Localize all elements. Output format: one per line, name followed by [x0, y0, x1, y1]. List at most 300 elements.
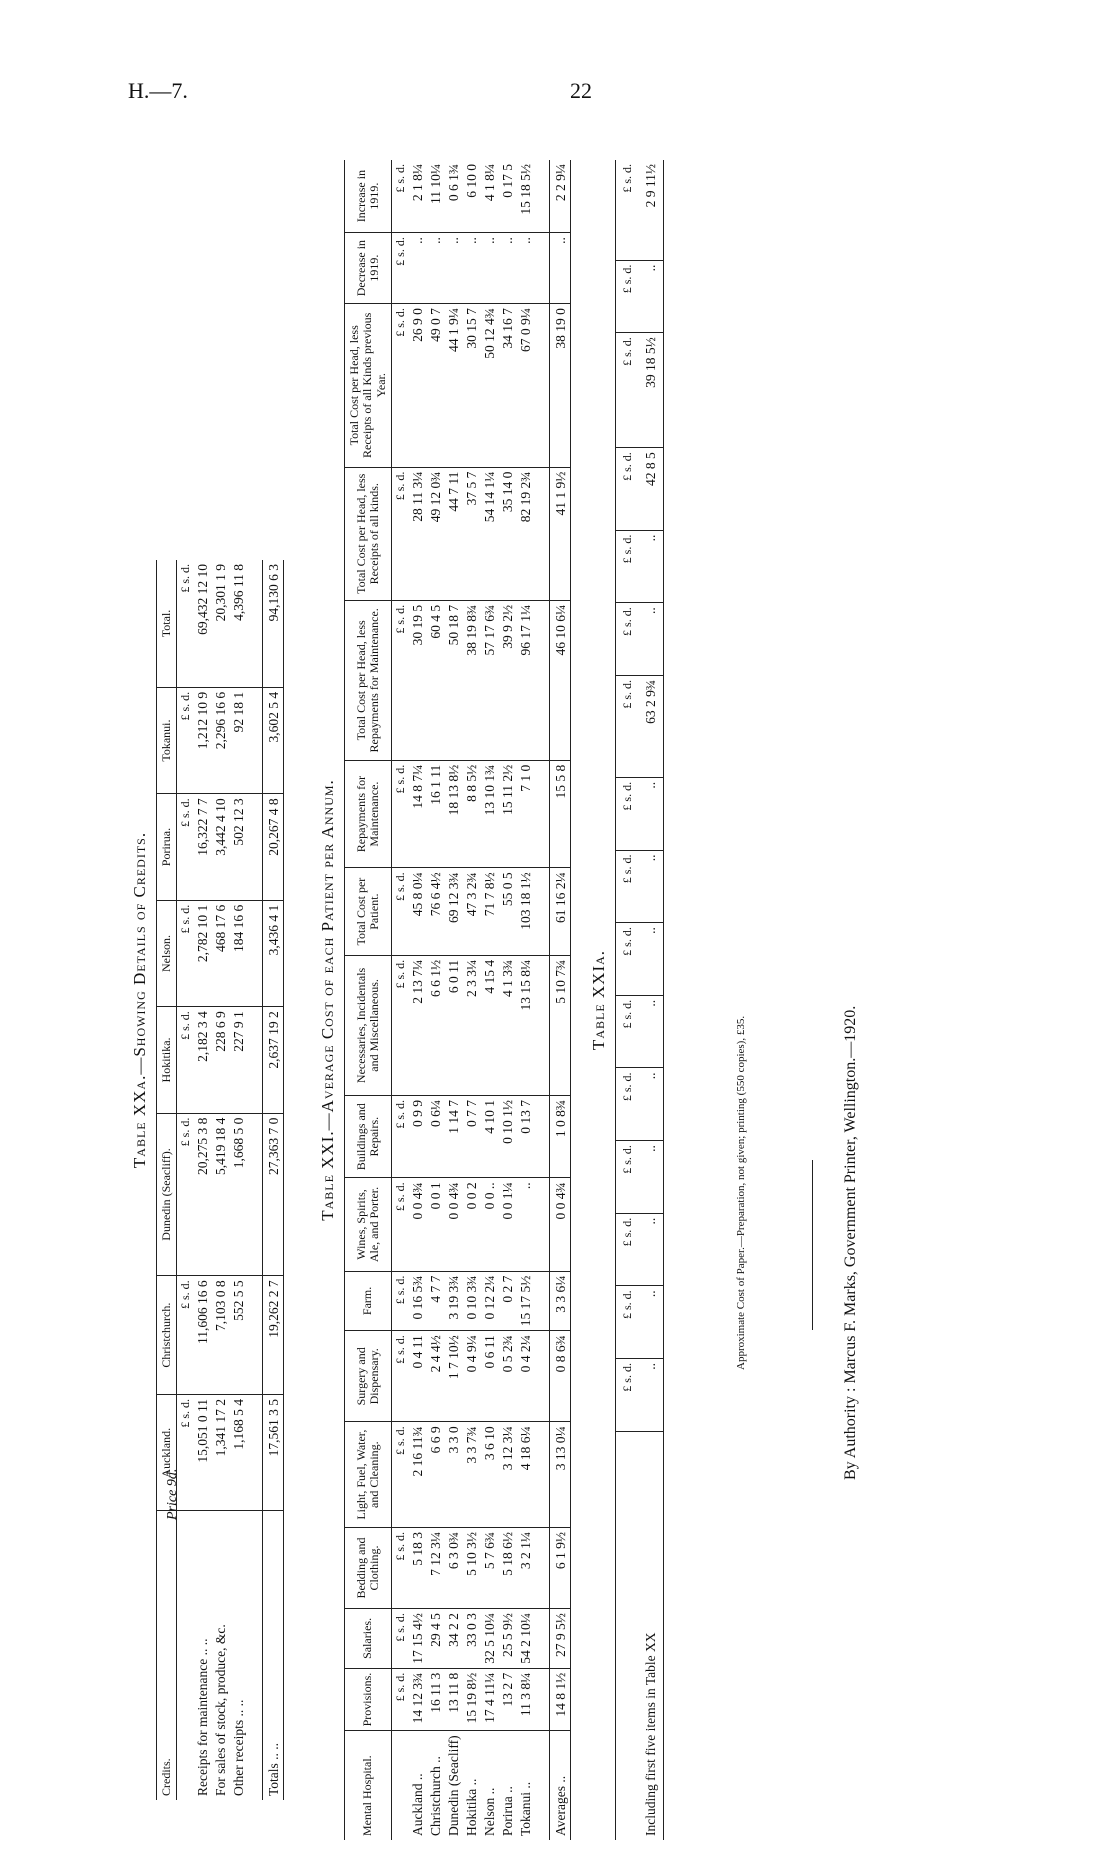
value-cell: .. [517, 1178, 535, 1271]
units-row [177, 560, 195, 1800]
value-cell: 76 6 4½ [427, 868, 445, 955]
spacer-cell [535, 760, 550, 868]
value-cell: 0 4 2¼ [517, 1331, 535, 1422]
spacer-cell [535, 600, 550, 760]
column-header: Farm. [345, 1271, 392, 1331]
value-cell: 0 6 1¾ [445, 160, 463, 233]
value-cell: 13 10 1¾ [481, 760, 499, 868]
value-cell: 2 4 4½ [427, 1331, 445, 1422]
row-label: Porirua .. [499, 1786, 515, 1836]
value-cell: 2 3 3¼ [463, 955, 481, 1095]
value-cell: 552 5 5 [230, 1276, 248, 1395]
value-cell: .. [639, 1141, 664, 1214]
column-header: Salaries. [345, 1609, 392, 1669]
value-cell: 50 18 7 [445, 600, 463, 760]
value-cell: .. [481, 233, 499, 304]
value-cell: 4 10 1 [481, 1095, 499, 1177]
units-cell [615, 1431, 639, 1840]
column-header: Mental Hospital. [345, 1731, 392, 1840]
value-cell: 16 11 3 [427, 1668, 445, 1731]
value-cell: 6 10 0 [463, 160, 481, 233]
value-cell: 2 9 11½ [639, 160, 664, 260]
value-cell: 4 15 4 [481, 955, 499, 1095]
units-cell: £ s. d. [177, 1113, 195, 1276]
units-cell: £ s. d. [391, 600, 409, 760]
spacer-cell [535, 955, 550, 1095]
value-cell: 2 2 9¼ [549, 160, 570, 233]
units-cell: £ s. d. [177, 1007, 195, 1113]
value-cell: 44 7 11 [445, 467, 463, 600]
column-header: Tokanui. [157, 687, 177, 793]
value-cell: 13 2 7 [499, 1668, 517, 1731]
value-cell: 4 7 7 [427, 1271, 445, 1331]
value-cell: 69,432 12 10 [194, 560, 212, 687]
value-cell: 18 13 8½ [445, 760, 463, 868]
value-cell: 57 17 6¾ [481, 600, 499, 760]
value-cell: .. [639, 923, 664, 996]
column-header: Total Cost per Head, less Repayments for Maintenance. [345, 600, 392, 760]
table-xxi-title: Table XXI.—Average Cost of each Patient per Annum. [318, 779, 338, 1221]
value-cell: .. [499, 233, 517, 304]
column-header: Decrease in 1919. [345, 233, 392, 304]
value-cell: 37 5 7 [463, 467, 481, 600]
rotated-tables-area [120, 160, 1000, 1840]
value-cell: 17 15 4½ [409, 1609, 427, 1669]
value-cell: 54 2 10¼ [517, 1609, 535, 1669]
units-cell: £ s. d. [391, 160, 409, 233]
spacer-cell [248, 1511, 263, 1800]
value-cell: 468 17 6 [212, 900, 230, 1006]
units-cell: £ s. d. [615, 333, 639, 448]
table-row [212, 560, 230, 1800]
value-cell: 49 12 0¾ [427, 467, 445, 600]
page-number: 22 [570, 78, 592, 103]
value-cell: 6 6 1½ [427, 955, 445, 1095]
spacer-cell [248, 1113, 263, 1276]
value-cell: 14 8 7¼ [409, 760, 427, 868]
spacer-row [248, 560, 263, 1800]
spacer-row [535, 160, 550, 1840]
value-cell: 3 12 3¼ [499, 1422, 517, 1528]
units-cell: £ s. d. [615, 1068, 639, 1141]
units-cell: £ s. d. [615, 160, 639, 260]
spacer-cell [248, 560, 263, 687]
value-cell: 39 18 5½ [639, 333, 664, 448]
column-header: Credits. [157, 1511, 177, 1800]
value-cell: 3 2 1¼ [517, 1527, 535, 1608]
value-cell: 7 1 0 [517, 760, 535, 868]
value-cell: 0 8 6¾ [549, 1331, 570, 1422]
row-label: Hokitika .. [463, 1778, 479, 1836]
table-row [499, 160, 517, 1840]
value-cell: 5 10 7¾ [549, 955, 570, 1095]
value-cell: 17,561 3 5 [263, 1395, 284, 1511]
value-cell: 34 2 2 [445, 1609, 463, 1669]
value-cell: 50 12 4¾ [481, 304, 499, 467]
value-cell: .. [639, 777, 664, 850]
spacer-cell [535, 304, 550, 467]
value-cell: 0 9 9 [409, 1095, 427, 1177]
value-cell: 13 11 8 [445, 1668, 463, 1731]
value-cell: 11,606 16 6 [194, 1276, 212, 1395]
value-cell: 4 1 8¼ [481, 160, 499, 233]
column-header: Total. [157, 560, 177, 687]
credits-table [156, 560, 284, 1800]
units-cell: £ s. d. [615, 603, 639, 676]
spacer-cell [535, 233, 550, 304]
value-cell: 71 7 8½ [481, 868, 499, 955]
value-cell: .. [639, 260, 664, 333]
value-cell: .. [463, 233, 481, 304]
value-cell: 55 0 5 [499, 868, 517, 955]
value-cell: 0 7 7 [463, 1095, 481, 1177]
value-cell: 4 1 3¾ [499, 955, 517, 1095]
value-cell: 47 3 2¾ [463, 868, 481, 955]
row-label: For sales of stock, produce, &c. [213, 1624, 229, 1796]
spacer-cell [248, 1276, 263, 1395]
units-cell: £ s. d. [615, 675, 639, 777]
value-cell: 69 12 3¾ [445, 868, 463, 955]
value-cell: 3,436 4 1 [263, 900, 284, 1006]
units-cell: £ s. d. [391, 1331, 409, 1422]
value-cell: 0 12 2¼ [481, 1271, 499, 1331]
spacer-cell [248, 1395, 263, 1511]
spacer-cell [535, 1731, 550, 1840]
value-cell: 0 13 7 [517, 1095, 535, 1177]
units-cell: £ s. d. [391, 1271, 409, 1331]
value-cell: 502 12 3 [230, 794, 248, 900]
row-label: Including first five items in Table XX [642, 1632, 658, 1836]
spacer-cell [535, 1178, 550, 1271]
column-header: Total Cost per Head, less Receipts of all Kinds previous Year. [345, 304, 392, 467]
units-cell: £ s. d. [391, 233, 409, 304]
units-cell [177, 1511, 195, 1800]
value-cell: 34 16 7 [499, 304, 517, 467]
value-cell: 3 6 10 [481, 1422, 499, 1528]
table-xxa-title: Table XXa.—Showing Details of Credits. [130, 831, 149, 1169]
units-cell: £ s. d. [391, 868, 409, 955]
units-cell: £ s. d. [177, 687, 195, 793]
totals-row [263, 560, 284, 1800]
value-cell: 44 1 9¼ [445, 304, 463, 467]
value-cell: .. [639, 1213, 664, 1286]
divider [812, 1160, 813, 1330]
row-label: Receipts for maintenance .. .. [195, 1638, 211, 1796]
value-cell: 11 10¼ [427, 160, 445, 233]
spacer-cell [535, 1422, 550, 1528]
value-cell: 0 10 1½ [499, 1095, 517, 1177]
value-cell: 33 0 3 [463, 1609, 481, 1669]
spacer-cell [535, 1095, 550, 1177]
value-cell: 0 0 .. [481, 1178, 499, 1271]
value-cell: 41 1 9½ [549, 467, 570, 600]
value-cell: 1,168 5 4 [230, 1395, 248, 1511]
value-cell: 20,275 3 8 [194, 1113, 212, 1276]
value-cell: 14 12 3¾ [409, 1668, 427, 1731]
cost-of-paper-note: Approximate Cost of Paper.—Preparation, not given; printing (550 copies), £35. [735, 1015, 747, 1370]
value-cell: 27,363 7 0 [263, 1113, 284, 1276]
value-cell: 2 1 8¼ [409, 160, 427, 233]
units-cell: £ s. d. [615, 777, 639, 850]
value-cell: 63 2 9¾ [639, 675, 664, 777]
column-header: Bedding and Clothing. [345, 1527, 392, 1608]
value-cell: 67 0 9¼ [517, 304, 535, 467]
value-cell: 2 16 11¾ [409, 1422, 427, 1528]
value-cell: 60 4 5 [427, 600, 445, 760]
units-cell: £ s. d. [615, 850, 639, 923]
column-header: Provisions. [345, 1668, 392, 1731]
value-cell: 0 4 9¼ [463, 1331, 481, 1422]
row-label: Christchurch .. [427, 1756, 443, 1836]
value-cell: 1 7 10½ [445, 1331, 463, 1422]
average-cost-header-row [345, 160, 392, 1840]
value-cell: 103 18 1½ [517, 868, 535, 955]
value-cell: 61 16 2¼ [549, 868, 570, 955]
table-row [194, 560, 212, 1800]
value-cell: 38 19 8¾ [463, 600, 481, 760]
value-cell: 3 19 3¾ [445, 1271, 463, 1331]
value-cell: 0 0 4¾ [445, 1178, 463, 1271]
value-cell: 0 0 4¾ [409, 1178, 427, 1271]
value-cell: 15 19 8½ [463, 1668, 481, 1731]
value-cell: 11 3 8¼ [517, 1668, 535, 1731]
average-cost-table [344, 160, 571, 1840]
row-label: Totals .. .. [263, 1511, 284, 1800]
row-label: Auckland .. [409, 1773, 425, 1836]
table-xxia-title: Table XXIa. [588, 949, 608, 1051]
value-cell: 2,782 10 1 [194, 900, 212, 1006]
value-cell: 0 16 5¾ [409, 1271, 427, 1331]
value-cell: 25 5 9½ [499, 1609, 517, 1669]
value-cell: 14 8 1½ [549, 1668, 570, 1731]
credits-header-row [157, 560, 177, 1800]
value-cell: 3 3 7¾ [463, 1422, 481, 1528]
units-cell: £ s. d. [615, 1286, 639, 1359]
value-cell: 0 6¼ [427, 1095, 445, 1177]
column-header: Repayments for Maintenance. [345, 760, 392, 868]
units-cell: £ s. d. [615, 448, 639, 530]
value-cell: 15 17 5½ [517, 1271, 535, 1331]
table-xxia-body [615, 160, 663, 1840]
value-cell: 46 10 6¼ [549, 600, 570, 760]
value-cell: 0 0 1¼ [499, 1178, 517, 1271]
value-cell: 4 18 6¼ [517, 1422, 535, 1528]
value-cell: 5 10 3½ [463, 1527, 481, 1608]
value-cell: 30 15 7 [463, 304, 481, 467]
units-cell: £ s. d. [391, 1527, 409, 1608]
value-cell: 1,212 10 9 [194, 687, 212, 793]
units-cell: £ s. d. [615, 1141, 639, 1214]
average-cost-body [391, 160, 570, 1840]
value-cell: 26 9 0 [409, 304, 427, 467]
spacer-cell [248, 900, 263, 1006]
units-cell: £ s. d. [391, 304, 409, 467]
column-header: Buildings and Repairs. [345, 1095, 392, 1177]
column-header: Total Cost per Head, less Receipts of all kinds. [345, 467, 392, 600]
value-cell: 20,267 4 8 [263, 794, 284, 900]
spacer-cell [535, 1609, 550, 1669]
value-cell: 4,396 11 8 [230, 560, 248, 687]
column-header: Necessaries, Incidentals and Miscellaneous. [345, 955, 392, 1095]
value-cell: 7 12 3¼ [427, 1527, 445, 1608]
authority-imprint: By Authority : Marcus F. Marks, Government Printer, Wellington.—1920. [842, 1005, 859, 1480]
value-cell: .. [639, 1359, 664, 1432]
table-row [445, 160, 463, 1840]
value-cell: 45 8 0¼ [409, 868, 427, 955]
value-cell: 1 0 8¾ [549, 1095, 570, 1177]
value-cell: 6 0 11 [445, 955, 463, 1095]
table-xxia [615, 160, 664, 1840]
units-cell: £ s. d. [177, 560, 195, 687]
value-cell: 38 19 0 [549, 304, 570, 467]
value-cell: 15 11 2½ [499, 760, 517, 868]
spacer-cell [535, 160, 550, 233]
value-cell: 82 19 2¾ [517, 467, 535, 600]
value-cell: 3 3 0 [445, 1422, 463, 1528]
units-cell: £ s. d. [391, 760, 409, 868]
value-cell: 15 18 5½ [517, 160, 535, 233]
table-row [481, 160, 499, 1840]
units-cell: £ s. d. [615, 260, 639, 333]
value-cell: .. [639, 1286, 664, 1359]
column-header: Increase in 1919. [345, 160, 392, 233]
spacer-cell [535, 1271, 550, 1331]
units-cell [391, 1731, 409, 1840]
table-row [230, 560, 248, 1800]
column-header: Light, Fuel, Water, and Cleaning. [345, 1422, 392, 1528]
units-cell: £ s. d. [615, 995, 639, 1068]
value-cell: 20,301 1 9 [212, 560, 230, 687]
spacer-cell [535, 1527, 550, 1608]
value-cell: 3 3 6¼ [549, 1271, 570, 1331]
value-cell: 5,419 18 4 [212, 1113, 230, 1276]
value-cell: 17 4 11¼ [481, 1668, 499, 1731]
row-label: Dunedin (Seacliff) [445, 1735, 461, 1836]
value-cell: 15 5 8 [549, 760, 570, 868]
spacer-cell [535, 868, 550, 955]
row-label: Nelson .. [481, 1787, 497, 1836]
units-cell: £ s. d. [177, 794, 195, 900]
value-cell: .. [639, 1068, 664, 1141]
value-cell: 7,103 0 8 [212, 1276, 230, 1395]
value-cell: 6 3 0¾ [445, 1527, 463, 1608]
value-cell: 0 2 7 [499, 1271, 517, 1331]
value-cell: .. [549, 233, 570, 304]
row-label: Averages .. [549, 1731, 570, 1840]
units-row [391, 160, 409, 1840]
value-cell: 227 9 1 [230, 1007, 248, 1113]
units-cell: £ s. d. [615, 530, 639, 603]
value-cell: 29 4 5 [427, 1609, 445, 1669]
value-cell: 3,442 4 10 [212, 794, 230, 900]
value-cell: 49 0 7 [427, 304, 445, 467]
value-cell: 1,668 5 0 [230, 1113, 248, 1276]
value-cell: .. [409, 233, 427, 304]
units-cell: £ s. d. [391, 955, 409, 1095]
units-cell: £ s. d. [391, 1668, 409, 1731]
value-cell: 0 4 11 [409, 1331, 427, 1422]
price-note: Price 9d. [165, 1468, 180, 1520]
value-cell: 6 1 9½ [549, 1527, 570, 1608]
value-cell: .. [517, 233, 535, 304]
value-cell: 0 0 2 [463, 1178, 481, 1271]
value-cell: 42 8 5 [639, 448, 664, 530]
units-cell: £ s. d. [391, 467, 409, 600]
value-cell: 0 0 4¾ [549, 1178, 570, 1271]
value-cell: 3 13 0¼ [549, 1422, 570, 1528]
value-cell: .. [427, 233, 445, 304]
value-cell: 35 14 0 [499, 467, 517, 600]
column-header: Auckland. [157, 1395, 177, 1511]
column-header: Nelson. [157, 900, 177, 1006]
value-cell: 0 5 2¾ [499, 1331, 517, 1422]
column-header: Christchurch. [157, 1276, 177, 1395]
value-cell: 2,182 3 4 [194, 1007, 212, 1113]
units-cell: £ s. d. [177, 1395, 195, 1511]
averages-row [549, 160, 570, 1840]
spacer-cell [535, 1331, 550, 1422]
value-cell: 54 14 1¼ [481, 467, 499, 600]
units-row [615, 160, 639, 1840]
table-row [517, 160, 535, 1840]
units-cell: £ s. d. [615, 923, 639, 996]
table-row [463, 160, 481, 1840]
credits-body [177, 560, 284, 1800]
value-cell: 39 9 2½ [499, 600, 517, 760]
value-cell: 3,602 5 4 [263, 687, 284, 793]
value-cell: 0 0 1 [427, 1178, 445, 1271]
value-cell: 16,322 7 7 [194, 794, 212, 900]
value-cell: .. [445, 233, 463, 304]
units-cell: £ s. d. [391, 1609, 409, 1669]
value-cell: 94,130 6 3 [263, 560, 284, 687]
spacer-cell [248, 794, 263, 900]
value-cell: 16 1 11 [427, 760, 445, 868]
spacer-cell [535, 467, 550, 600]
spacer-cell [535, 1668, 550, 1731]
units-cell: £ s. d. [391, 1178, 409, 1271]
table-row [427, 160, 445, 1840]
value-cell: .. [639, 603, 664, 676]
value-cell: 5 7 6¾ [481, 1527, 499, 1608]
table-row [409, 160, 427, 1840]
units-cell: £ s. d. [177, 900, 195, 1006]
value-cell: 228 6 9 [212, 1007, 230, 1113]
value-cell: 5 18 3 [409, 1527, 427, 1608]
value-cell: 8 8 5½ [463, 760, 481, 868]
value-cell: 30 19 5 [409, 600, 427, 760]
column-header: Wines, Spirits, Ale, and Porter. [345, 1178, 392, 1271]
value-cell: 5 18 6½ [499, 1527, 517, 1608]
column-header: Total Cost per Patient. [345, 868, 392, 955]
spacer-cell [248, 687, 263, 793]
row-label: Tokanui .. [517, 1781, 533, 1836]
value-cell: .. [639, 995, 664, 1068]
row-label: Other receipts .. .. [231, 1699, 247, 1796]
value-cell: 1 14 7 [445, 1095, 463, 1177]
value-cell: 2,637 19 2 [263, 1007, 284, 1113]
table-row [639, 160, 664, 1840]
column-header: Porirua. [157, 794, 177, 900]
value-cell: .. [639, 530, 664, 603]
value-cell: 28 11 3¼ [409, 467, 427, 600]
value-cell: 0 10 3¾ [463, 1271, 481, 1331]
value-cell: 1,341 17 2 [212, 1395, 230, 1511]
units-cell: £ s. d. [391, 1422, 409, 1528]
value-cell: 2,296 16 6 [212, 687, 230, 793]
value-cell: 27 9 5½ [549, 1609, 570, 1669]
value-cell: .. [639, 850, 664, 923]
